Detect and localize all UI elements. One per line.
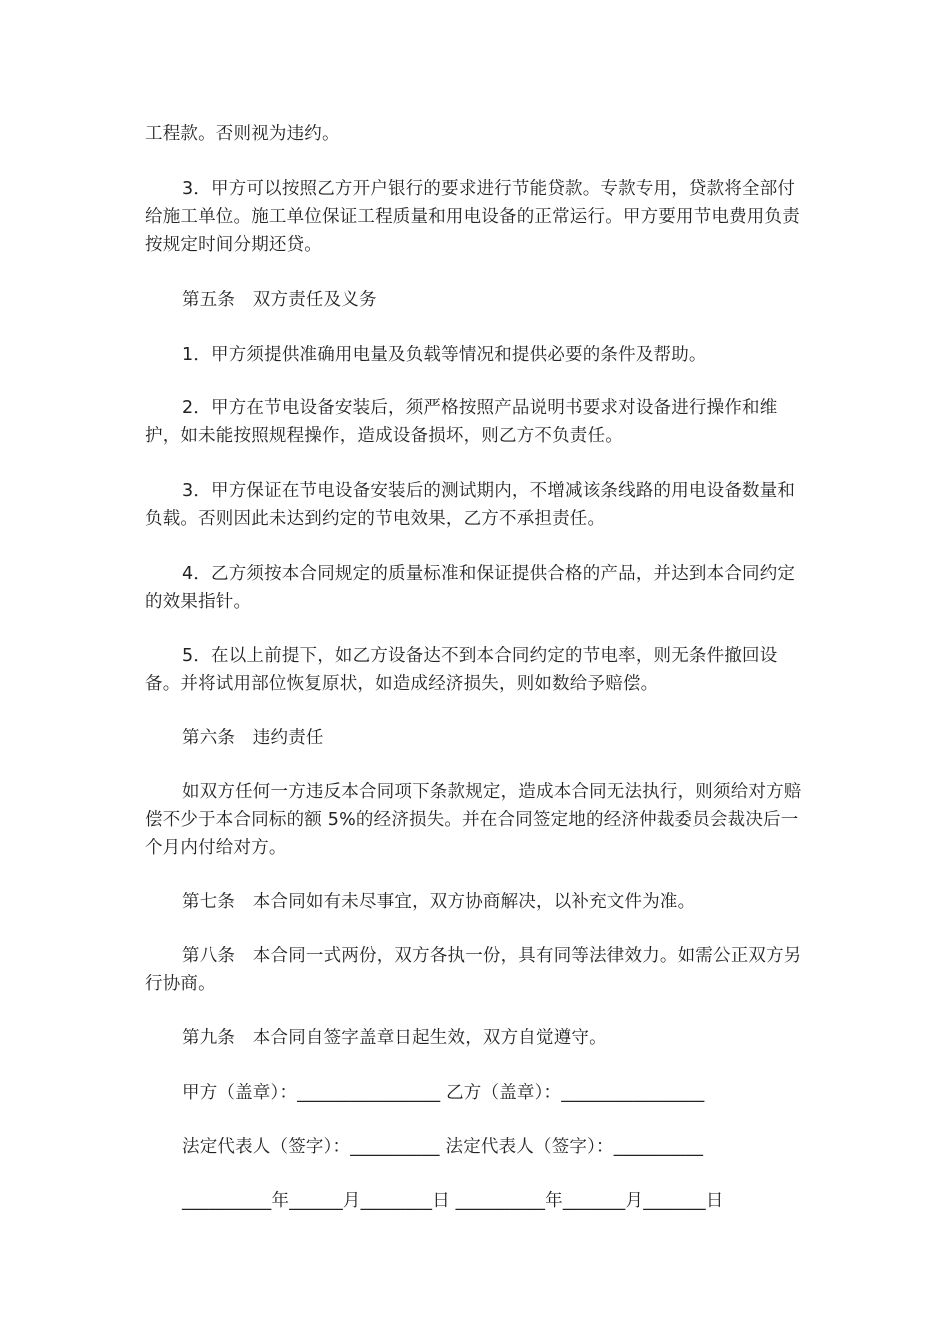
representative-signature-line: 法定代表人（签字）：__________ 法定代表人（签字）：__________ bbox=[182, 1137, 704, 1157]
paragraph-article-6-body: 如双方任何一方违反本合同项下条款规定，造成本合同无法执行，则须给对方赔偿不少于本合同标的额 5%的经济损失。并在合同签定地的经济仲裁委员会裁决后一个月内付给对方。 bbox=[145, 782, 802, 858]
paragraph-clause-5-4: 4．乙方须按本合同规定的质量标准和保证提供合格的产品，并达到本合同约定的效果指针。 bbox=[145, 564, 796, 612]
paragraph-clause-5-2: 2．甲方在节电设备安装后，须严格按照产品说明书要求对设备进行操作和维护，如未能按照规程操作，造成设备损坏，则乙方不负责任。 bbox=[145, 398, 778, 446]
paragraph-clause-5-3: 3．甲方保证在节电设备安装后的测试期内，不增减该条线路的用电设备数量和负载。否则因此未达到约定的节电效果，乙方不承担责任。 bbox=[145, 481, 796, 529]
article-6-heading: 第六条 违约责任 bbox=[182, 728, 324, 748]
paragraph-clause-5-5: 5．在以上前提下，如乙方设备达不到本合同约定的节电率，则无条件撤回设备。并将试用部位恢复原状，如造成经济损失，则如数给予赔偿。 bbox=[145, 646, 778, 694]
paragraph-continuation: 工程款。否则视为违约。 bbox=[145, 124, 340, 144]
seal-signature-line: 甲方（盖章）：________________ 乙方（盖章）：________________ bbox=[182, 1083, 705, 1103]
date-line: __________年______月________日 __________年_______月_______日 bbox=[182, 1191, 724, 1211]
article-7: 第七条 本合同如有未尽事宜，双方协商解决，以补充文件为准。 bbox=[182, 892, 696, 912]
article-8: 第八条 本合同一式两份，双方各执一份，具有同等法律效力。如需公正双方另行协商。 bbox=[145, 946, 802, 994]
paragraph-clause-5-1: 1．甲方须提供准确用电量及负载等情况和提供必要的条件及帮助。 bbox=[182, 345, 707, 365]
article-9: 第九条 本合同自签字盖章日起生效，双方自觉遵守。 bbox=[182, 1028, 607, 1048]
paragraph-clause-4-3: 3．甲方可以按照乙方开户银行的要求进行节能贷款。专款专用，贷款将全部付给施工单位。施工单位保证工程质量和用电设备的正常运行。甲方要用节电费用负责按规定时间分期还贷。 bbox=[145, 179, 800, 255]
article-5-heading: 第五条 双方责任及义务 bbox=[182, 290, 377, 310]
